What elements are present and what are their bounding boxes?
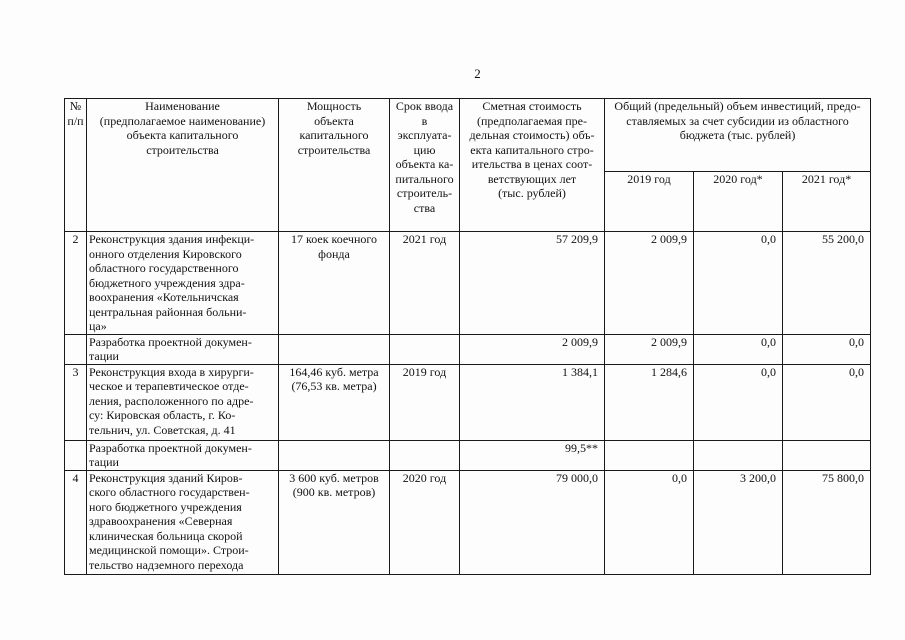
investment-table xyxy=(64,98,871,575)
row-cost: 2 009,9 xyxy=(460,334,605,364)
table-row xyxy=(65,334,871,364)
row-term xyxy=(390,440,460,470)
row-capacity: 3 600 куб. метров (900 кв. метров) xyxy=(279,470,390,574)
header-investment: Общий (предельный) объем инвестиций, предо- ставляемых за счет субсидии из областного бюджета (тыс. рублей) xyxy=(605,99,871,172)
row-2021: 55 200,0 xyxy=(783,232,871,335)
row-term: 2021 год xyxy=(390,232,460,335)
row-term xyxy=(390,334,460,364)
row-2020: 3 200,0 xyxy=(694,470,783,574)
row-cost: 99,5** xyxy=(460,440,605,470)
row-num: 4 xyxy=(65,470,87,574)
row-term: 2019 год xyxy=(390,364,460,440)
header-row-1 xyxy=(65,99,871,172)
table-row xyxy=(65,364,871,440)
row-term: 2020 год xyxy=(390,470,460,574)
header-2020: 2020 год* xyxy=(694,172,783,232)
header-name: Наименование (предполагаемое наименование) объекта капитального строительства xyxy=(87,99,279,232)
row-cost: 57 209,9 xyxy=(460,232,605,335)
header-capacity: Мощность объекта капитального строительства xyxy=(279,99,390,232)
page-number: 2 xyxy=(474,66,481,81)
row-name: Реконструкция зданий Киров- ского областного государствен- ного бюджетного учреждения здравоохранения «Северная клиническая больница скорой медицинской помощи». Строи- тельство надземного перехода xyxy=(87,470,279,574)
header-num: № п/п xyxy=(65,99,87,232)
header-cost: Сметная стоимость (предполагаемая пре- дельная стоимость) объ- екта капитального стро- ительства в ценах соот- ветствующих лет (тыс. рублей) xyxy=(460,99,605,232)
row-name: Разработка проектной докумен- тации xyxy=(87,440,279,470)
row-2019: 1 284,6 xyxy=(605,364,694,440)
row-num: 3 xyxy=(65,364,87,440)
row-name: Реконструкция здания инфекци- онного отделения Кировского областного государственного бюджетного учреждения здра- воохранения «Котельничская центральная районная больни- ца» xyxy=(87,232,279,335)
row-2019: 0,0 xyxy=(605,470,694,574)
row-2021 xyxy=(783,440,871,470)
table-row xyxy=(65,232,871,335)
row-cost: 79 000,0 xyxy=(460,470,605,574)
row-2019 xyxy=(605,440,694,470)
header-2021: 2021 год* xyxy=(783,172,871,232)
row-2021: 75 800,0 xyxy=(783,470,871,574)
table-row xyxy=(65,470,871,574)
table-row xyxy=(65,440,871,470)
row-2020: 0,0 xyxy=(694,364,783,440)
row-2020: 0,0 xyxy=(694,232,783,335)
row-2021: 0,0 xyxy=(783,334,871,364)
row-num xyxy=(65,440,87,470)
row-num xyxy=(65,334,87,364)
row-2021: 0,0 xyxy=(783,364,871,440)
row-capacity: 17 коек коечного фонда xyxy=(279,232,390,335)
row-2019: 2 009,9 xyxy=(605,334,694,364)
row-capacity: 164,46 куб. метра (76,53 кв. метра) xyxy=(279,364,390,440)
row-cost: 1 384,1 xyxy=(460,364,605,440)
header-2019: 2019 год xyxy=(605,172,694,232)
header-term: Срок ввода в эксплуата- цию объекта ка- питального строитель- ства xyxy=(390,99,460,232)
row-num: 2 xyxy=(65,232,87,335)
row-name: Разработка проектной докумен- тации xyxy=(87,334,279,364)
row-2020 xyxy=(694,440,783,470)
row-2020: 0,0 xyxy=(694,334,783,364)
row-capacity xyxy=(279,334,390,364)
row-capacity xyxy=(279,440,390,470)
row-2019: 2 009,9 xyxy=(605,232,694,335)
row-name: Реконструкция входа в хирурги- ческое и терапевтическое отде- ления, расположенного по адре- су: Кировская область, г. Ко- тельнич, ул. Советская, д. 41 xyxy=(87,364,279,440)
